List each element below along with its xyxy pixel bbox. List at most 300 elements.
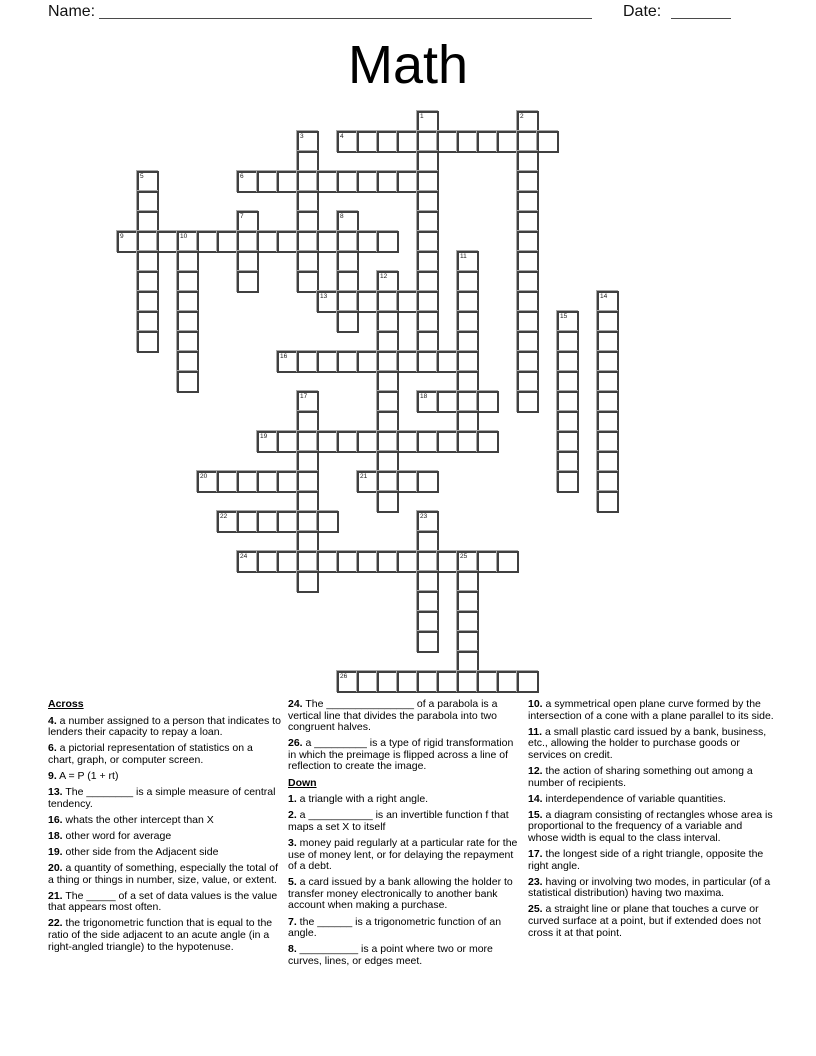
grid-cell[interactable] bbox=[417, 251, 439, 273]
grid-cell[interactable] bbox=[597, 471, 619, 493]
grid-cell[interactable] bbox=[377, 331, 399, 353]
grid-cell[interactable] bbox=[597, 491, 619, 513]
grid-cell[interactable] bbox=[597, 331, 619, 353]
grid-cell[interactable] bbox=[377, 391, 399, 413]
grid-cell[interactable] bbox=[277, 171, 299, 193]
cell-number: 13 bbox=[320, 293, 328, 300]
grid-cell[interactable] bbox=[257, 511, 279, 533]
grid-cell[interactable] bbox=[417, 211, 439, 233]
grid-cell[interactable] bbox=[297, 131, 319, 153]
clue-14-down: 14. interdependence of variable quantities. bbox=[528, 792, 726, 805]
name-label: Name: bbox=[48, 3, 96, 20]
grid-cell[interactable] bbox=[497, 671, 519, 693]
clue-22-across: 22. the trigonometric function that is equal to the ratio of the side adjacent to an acute angle (in a right-angled triangle) to the hypotenuse. bbox=[48, 917, 273, 953]
cell-number: 4 bbox=[340, 133, 344, 140]
grid-cell[interactable] bbox=[497, 551, 519, 573]
grid-cell[interactable] bbox=[297, 171, 319, 193]
grid-cell[interactable] bbox=[517, 291, 539, 313]
cell-number: 25 bbox=[460, 553, 468, 560]
grid-cell[interactable] bbox=[357, 351, 379, 373]
grid-cell[interactable] bbox=[137, 331, 159, 353]
grid-cell[interactable] bbox=[357, 431, 379, 453]
clue-number: 25. bbox=[528, 903, 543, 916]
grid-cell[interactable] bbox=[297, 531, 319, 553]
grid-cell[interactable] bbox=[237, 551, 259, 573]
clue-number: 23. bbox=[528, 875, 543, 888]
grid-cell[interactable] bbox=[597, 351, 619, 373]
grid-cell[interactable] bbox=[437, 431, 459, 453]
grid-cell[interactable] bbox=[337, 291, 359, 313]
grid-cell[interactable] bbox=[237, 231, 259, 253]
page-title: Math bbox=[347, 35, 469, 95]
grid-cell[interactable] bbox=[277, 431, 299, 453]
clue-9-across: 9. A = P (1 + rt) bbox=[48, 769, 119, 782]
grid-cell[interactable] bbox=[377, 411, 399, 433]
grid-cell[interactable] bbox=[417, 531, 439, 553]
grid-cell[interactable] bbox=[457, 611, 479, 633]
grid-cell[interactable] bbox=[377, 471, 399, 493]
grid-cell[interactable] bbox=[137, 231, 159, 253]
grid-cell[interactable] bbox=[197, 231, 219, 253]
grid-cell[interactable] bbox=[457, 291, 479, 313]
grid-cell[interactable] bbox=[457, 411, 479, 433]
grid-cell[interactable] bbox=[517, 211, 539, 233]
cell-number: 6 bbox=[240, 173, 244, 180]
grid-cell[interactable] bbox=[457, 391, 479, 413]
grid-cell[interactable] bbox=[517, 271, 539, 293]
grid-cell[interactable] bbox=[137, 251, 159, 273]
clue-number: 22. bbox=[48, 917, 63, 930]
grid-cell[interactable] bbox=[377, 231, 399, 253]
grid-cell[interactable] bbox=[137, 211, 159, 233]
clue-number: 2. bbox=[288, 809, 297, 822]
grid-cell[interactable] bbox=[557, 431, 579, 453]
cell-number: 19 bbox=[260, 433, 268, 440]
clue-23-down: 23. having or involving two modes, in particular (of a statistical distribution) having two maxima. bbox=[528, 875, 771, 900]
grid-cell[interactable] bbox=[597, 411, 619, 433]
grid-cell[interactable] bbox=[417, 291, 439, 313]
grid-cell[interactable] bbox=[357, 171, 379, 193]
clue-number: 26. bbox=[288, 737, 303, 750]
grid-cell[interactable] bbox=[357, 231, 379, 253]
grid-cell[interactable] bbox=[457, 351, 479, 373]
grid-cell[interactable] bbox=[457, 551, 479, 573]
down-clues-list-1 bbox=[288, 794, 524, 967]
grid-cell[interactable] bbox=[297, 251, 319, 273]
grid-cell[interactable] bbox=[177, 231, 199, 253]
grid-cell[interactable] bbox=[517, 251, 539, 273]
grid-cell[interactable] bbox=[557, 451, 579, 473]
grid-cell[interactable] bbox=[417, 471, 439, 493]
grid-cell[interactable] bbox=[417, 111, 439, 133]
grid-cell[interactable] bbox=[357, 551, 379, 573]
grid-cell[interactable] bbox=[297, 231, 319, 253]
cell-number: 5 bbox=[140, 173, 144, 180]
grid-cell[interactable] bbox=[157, 231, 179, 253]
grid-cell[interactable] bbox=[257, 171, 279, 193]
cell-number: 7 bbox=[240, 213, 244, 220]
grid-cell[interactable] bbox=[137, 191, 159, 213]
grid-cell[interactable] bbox=[417, 231, 439, 253]
clue-number: 6. bbox=[48, 742, 57, 755]
clue-number: 11. bbox=[528, 725, 543, 738]
grid-cell[interactable] bbox=[317, 351, 339, 373]
grid-cell[interactable] bbox=[317, 511, 339, 533]
grid-cell[interactable] bbox=[317, 231, 339, 253]
grid-cell[interactable] bbox=[377, 671, 399, 693]
grid-cell[interactable] bbox=[417, 551, 439, 573]
grid-cell[interactable] bbox=[437, 391, 459, 413]
grid-cell[interactable] bbox=[517, 331, 539, 353]
grid-cell[interactable] bbox=[297, 471, 319, 493]
cell-number: 24 bbox=[240, 553, 248, 560]
grid-cell[interactable] bbox=[317, 551, 339, 573]
grid-cell[interactable] bbox=[337, 671, 359, 693]
grid-cell[interactable] bbox=[277, 471, 299, 493]
grid-cell[interactable] bbox=[517, 311, 539, 333]
grid-cell[interactable] bbox=[417, 151, 439, 173]
grid-cell[interactable] bbox=[517, 231, 539, 253]
grid-cell[interactable] bbox=[177, 371, 199, 393]
clue-2-down: 2. a ___________ is an invertible function f that maps a set X to itself bbox=[288, 809, 509, 833]
grid-cell[interactable] bbox=[417, 391, 439, 413]
grid-cell[interactable] bbox=[417, 191, 439, 213]
grid-cell[interactable] bbox=[417, 671, 439, 693]
clue-number: 5. bbox=[288, 876, 297, 889]
grid-cell[interactable] bbox=[297, 451, 319, 473]
grid-cell[interactable] bbox=[457, 431, 479, 453]
clue-5-down: 5. a card issued by a bank allowing the holder to transfer money electronically to another bank account when making a purchase. bbox=[288, 876, 513, 912]
grid-cell[interactable] bbox=[597, 311, 619, 333]
clue-21-across: 21. The _____ of a set of data values is the value that appears most often. bbox=[48, 889, 278, 914]
grid-cell[interactable] bbox=[297, 511, 319, 533]
grid-cell[interactable] bbox=[337, 271, 359, 293]
grid-cell[interactable] bbox=[237, 471, 259, 493]
grid-cell[interactable] bbox=[597, 291, 619, 313]
cell-number: 12 bbox=[380, 273, 388, 280]
across-heading: Across bbox=[48, 698, 84, 710]
grid-cell[interactable] bbox=[517, 151, 539, 173]
grid-cell[interactable] bbox=[497, 131, 519, 153]
clue-number: 10. bbox=[528, 698, 543, 710]
grid-cell[interactable] bbox=[457, 311, 479, 333]
cell-number: 18 bbox=[420, 393, 428, 400]
grid-cell[interactable] bbox=[597, 371, 619, 393]
clue-3-down: 3. money paid regularly at a particular rate for the use of money lent, or for delaying the repayment of a debt. bbox=[288, 836, 518, 873]
cell-number: 16 bbox=[280, 353, 288, 360]
grid-cell[interactable] bbox=[517, 131, 539, 153]
clue-4-across: 4. a number assigned to a person that indicates to lenders their capacity to repay a loan. bbox=[48, 714, 281, 739]
grid-cell[interactable] bbox=[437, 551, 459, 573]
grid-cell[interactable] bbox=[297, 211, 319, 233]
clue-number: 15. bbox=[528, 808, 543, 821]
grid-cell[interactable] bbox=[557, 311, 579, 333]
cell-number: 20 bbox=[200, 473, 208, 480]
grid-cell[interactable] bbox=[237, 171, 259, 193]
grid-cell[interactable] bbox=[357, 131, 379, 153]
across-clues-list-2 bbox=[288, 699, 524, 773]
grid-cell[interactable] bbox=[517, 671, 539, 693]
clue-8-down: 8. __________ is a point where two or more curves, lines, or edges meet. bbox=[288, 943, 493, 967]
grid-cell[interactable] bbox=[217, 511, 239, 533]
grid-cell[interactable] bbox=[277, 551, 299, 573]
clue-15-down: 15. a diagram consisting of rectangles whose area is proportional to the frequency of a variable and whose width is equal to the class interval. bbox=[528, 808, 773, 844]
cell-number: 2 bbox=[520, 113, 524, 120]
cell-number: 17 bbox=[300, 393, 308, 400]
grid-cell[interactable] bbox=[597, 451, 619, 473]
grid-cell[interactable] bbox=[317, 291, 339, 313]
grid-cell[interactable] bbox=[317, 431, 339, 453]
down-clues-list-2 bbox=[528, 699, 774, 939]
grid-cell[interactable] bbox=[457, 251, 479, 273]
grid-cell[interactable] bbox=[397, 291, 419, 313]
grid-cell[interactable] bbox=[437, 131, 459, 153]
grid-cell[interactable] bbox=[397, 471, 419, 493]
grid-cell[interactable] bbox=[297, 191, 319, 213]
grid-cell[interactable] bbox=[417, 511, 439, 533]
clues-column-2 bbox=[288, 699, 524, 972]
clue-number: 4. bbox=[48, 714, 57, 727]
clue-number: 20. bbox=[48, 862, 63, 875]
grid-cell[interactable] bbox=[517, 191, 539, 213]
grid-cell[interactable] bbox=[477, 431, 499, 453]
grid-cell[interactable] bbox=[297, 491, 319, 513]
clues-column-1 bbox=[48, 699, 282, 958]
grid-cell[interactable] bbox=[397, 431, 419, 453]
grid-cell[interactable] bbox=[457, 631, 479, 653]
grid-cell[interactable] bbox=[377, 551, 399, 573]
grid-cell[interactable] bbox=[397, 131, 419, 153]
grid-cell[interactable] bbox=[277, 351, 299, 373]
clue-12-down: 12. the action of sharing something out among a number of recipients. bbox=[528, 764, 753, 789]
clue-7-down: 7. the ______ is a trigonometric function of an angle. bbox=[288, 915, 502, 940]
cell-number: 3 bbox=[300, 133, 304, 140]
cell-number: 21 bbox=[360, 473, 368, 480]
grid-cell[interactable] bbox=[377, 371, 399, 393]
clue-6-across: 6. a pictorial representation of statistics on a chart, graph, or computer screen. bbox=[48, 742, 253, 766]
clue-10-down: 10. a symmetrical open plane curve formed by the intersection of a cone with a plane parallel to its side. bbox=[528, 698, 774, 722]
grid-cell[interactable] bbox=[517, 171, 539, 193]
grid-cell[interactable] bbox=[457, 271, 479, 293]
grid-cell[interactable] bbox=[137, 291, 159, 313]
grid-cell[interactable] bbox=[457, 131, 479, 153]
grid-cell[interactable] bbox=[237, 511, 259, 533]
grid-cell[interactable] bbox=[217, 471, 239, 493]
grid-cell[interactable] bbox=[397, 351, 419, 373]
grid-cell[interactable] bbox=[137, 311, 159, 333]
grid-cell[interactable] bbox=[417, 571, 439, 593]
grid-cell[interactable] bbox=[397, 671, 419, 693]
grid-cell[interactable] bbox=[337, 171, 359, 193]
grid-cell[interactable] bbox=[297, 411, 319, 433]
grid-cell[interactable] bbox=[277, 231, 299, 253]
grid-cell[interactable] bbox=[417, 431, 439, 453]
clue-number: 13. bbox=[48, 786, 63, 799]
grid-cell[interactable] bbox=[397, 551, 419, 573]
grid-cell[interactable] bbox=[357, 671, 379, 693]
grid-cell[interactable] bbox=[297, 391, 319, 413]
grid-cell[interactable] bbox=[417, 611, 439, 633]
grid-cell[interactable] bbox=[337, 351, 359, 373]
clue-number: 18. bbox=[48, 829, 63, 842]
grid-cell[interactable] bbox=[297, 351, 319, 373]
cell-number: 23 bbox=[420, 513, 428, 520]
grid-cell[interactable] bbox=[377, 171, 399, 193]
grid-cell[interactable] bbox=[417, 131, 439, 153]
grid-cell[interactable] bbox=[517, 111, 539, 133]
grid-cell[interactable] bbox=[357, 471, 379, 493]
clue-number: 21. bbox=[48, 889, 63, 902]
clue-19-across: 19. other side from the Adjacent side bbox=[48, 845, 219, 858]
grid-cell[interactable] bbox=[437, 671, 459, 693]
grid-cell[interactable] bbox=[517, 351, 539, 373]
grid-cell[interactable] bbox=[457, 571, 479, 593]
clue-number: 9. bbox=[48, 769, 57, 782]
grid-cell[interactable] bbox=[417, 311, 439, 333]
grid-cell[interactable] bbox=[377, 431, 399, 453]
grid-cell[interactable] bbox=[557, 471, 579, 493]
grid-cell[interactable] bbox=[417, 631, 439, 653]
cell-number: 26 bbox=[340, 673, 348, 680]
grid-cell[interactable] bbox=[517, 391, 539, 413]
grid-cell[interactable] bbox=[297, 431, 319, 453]
grid-cell[interactable] bbox=[177, 351, 199, 373]
grid-cell[interactable] bbox=[257, 551, 279, 573]
grid-cell[interactable] bbox=[457, 331, 479, 353]
grid-cell[interactable] bbox=[477, 131, 499, 153]
clue-13-across: 13. The ________ is a simple measure of central tendency. bbox=[48, 786, 276, 810]
clue-number: 12. bbox=[528, 764, 543, 777]
grid-cell[interactable] bbox=[297, 571, 319, 593]
grid-cell[interactable] bbox=[437, 351, 459, 373]
clue-number: 1. bbox=[288, 793, 297, 806]
grid-cell[interactable] bbox=[557, 351, 579, 373]
grid-cell[interactable] bbox=[257, 231, 279, 253]
grid-cell[interactable] bbox=[177, 271, 199, 293]
grid-cell[interactable] bbox=[197, 471, 219, 493]
grid-cell[interactable] bbox=[237, 211, 259, 233]
clue-number: 16. bbox=[48, 813, 63, 826]
clue-18-across: 18. other word for average bbox=[48, 829, 172, 842]
grid-cell[interactable] bbox=[377, 271, 399, 293]
clue-26-across: 26. a _________ is a type of rigid transformation in which the preimage is flipped across a line of reflection to create the image. bbox=[288, 737, 514, 773]
grid-cell[interactable] bbox=[417, 591, 439, 613]
grid-cell[interactable] bbox=[597, 431, 619, 453]
clue-17-down: 17. the longest side of a right triangle, opposite the right angle. bbox=[528, 848, 764, 872]
date-label: Date: bbox=[623, 3, 662, 20]
grid-cell[interactable] bbox=[377, 131, 399, 153]
grid-cell[interactable] bbox=[317, 171, 339, 193]
clue-25-down: 25. a straight line or plane that touches a curve or curved surface at a point, but if extended does not cross it at that point. bbox=[528, 903, 761, 939]
clues-column-3 bbox=[528, 699, 774, 944]
grid-cell[interactable] bbox=[417, 171, 439, 193]
grid-cell[interactable] bbox=[337, 251, 359, 273]
grid-cell[interactable] bbox=[297, 151, 319, 173]
grid-cell[interactable] bbox=[337, 311, 359, 333]
grid-cell[interactable] bbox=[477, 551, 499, 573]
clue-16-across: 16. whats the other intercept than X bbox=[48, 813, 214, 826]
clue-1-down: 1. a triangle with a right angle. bbox=[288, 793, 429, 806]
grid-cell[interactable] bbox=[457, 591, 479, 613]
grid-cell[interactable] bbox=[177, 251, 199, 273]
clue-number: 17. bbox=[528, 848, 543, 861]
grid-cell[interactable] bbox=[557, 331, 579, 353]
grid-cell[interactable] bbox=[297, 551, 319, 573]
cell-number: 22 bbox=[220, 513, 228, 520]
grid-cell[interactable] bbox=[457, 651, 479, 673]
grid-cell[interactable] bbox=[417, 331, 439, 353]
grid-cell[interactable] bbox=[477, 391, 499, 413]
grid-cell[interactable] bbox=[417, 351, 439, 373]
grid-cell[interactable] bbox=[457, 371, 479, 393]
clue-number: 8. bbox=[288, 943, 297, 956]
grid-cell[interactable] bbox=[357, 291, 379, 313]
grid-cell[interactable] bbox=[117, 231, 139, 253]
clue-number: 14. bbox=[528, 792, 543, 805]
cell-number: 9 bbox=[120, 233, 124, 240]
clue-number: 7. bbox=[288, 915, 297, 928]
grid-cell[interactable] bbox=[517, 371, 539, 393]
grid-cell[interactable] bbox=[597, 391, 619, 413]
grid-cell[interactable] bbox=[137, 271, 159, 293]
clue-20-across: 20. a quantity of something, especially the total of a thing or things in number, size, value, or extent. bbox=[48, 862, 278, 886]
across-clues-list-1 bbox=[48, 716, 282, 954]
grid-cell[interactable] bbox=[237, 251, 259, 273]
clue-24-across: 24. The _______________ of a parabola is a vertical line that divides the parabola into two congruent halves. bbox=[288, 698, 498, 734]
grid-cell[interactable] bbox=[417, 271, 439, 293]
grid-cell[interactable] bbox=[337, 131, 359, 153]
grid-cell[interactable] bbox=[277, 511, 299, 533]
cell-number: 8 bbox=[340, 213, 344, 220]
grid-cell[interactable] bbox=[477, 671, 499, 693]
grid-cell[interactable] bbox=[377, 351, 399, 373]
grid-cell[interactable] bbox=[237, 271, 259, 293]
grid-cell[interactable] bbox=[217, 231, 239, 253]
grid-cell[interactable] bbox=[397, 171, 419, 193]
grid-cell[interactable] bbox=[557, 391, 579, 413]
grid-cell[interactable] bbox=[137, 171, 159, 193]
cell-number: 11 bbox=[460, 253, 467, 260]
grid-cell[interactable] bbox=[177, 291, 199, 313]
grid-cell[interactable] bbox=[257, 431, 279, 453]
clue-11-down: 11. a small plastic card issued by a bank, business, etc., allowing the holder to purchase goods or services on credit. bbox=[528, 725, 767, 761]
grid-cell[interactable] bbox=[377, 311, 399, 333]
grid-cell[interactable] bbox=[557, 371, 579, 393]
grid-cell[interactable] bbox=[257, 471, 279, 493]
grid-cell[interactable] bbox=[457, 671, 479, 693]
clue-number: 24. bbox=[288, 698, 303, 710]
grid-cell[interactable] bbox=[537, 131, 559, 153]
grid-cell[interactable] bbox=[177, 331, 199, 353]
grid-cell[interactable] bbox=[297, 271, 319, 293]
grid-cell[interactable] bbox=[337, 211, 359, 233]
cell-number: 1 bbox=[420, 113, 424, 120]
clue-number: 19. bbox=[48, 845, 63, 858]
grid-cell[interactable] bbox=[337, 551, 359, 573]
grid-cell[interactable] bbox=[337, 431, 359, 453]
cell-number: 15 bbox=[560, 313, 568, 320]
grid-cell[interactable] bbox=[557, 411, 579, 433]
cell-number: 10 bbox=[180, 233, 188, 240]
clue-number: 3. bbox=[288, 836, 297, 849]
grid-cell[interactable] bbox=[377, 451, 399, 473]
cell-number: 14 bbox=[600, 293, 608, 300]
grid-cell[interactable] bbox=[377, 291, 399, 313]
down-heading: Down bbox=[288, 776, 317, 789]
grid-cell[interactable] bbox=[337, 231, 359, 253]
grid-cell[interactable] bbox=[377, 491, 399, 513]
grid-cell[interactable] bbox=[177, 311, 199, 333]
